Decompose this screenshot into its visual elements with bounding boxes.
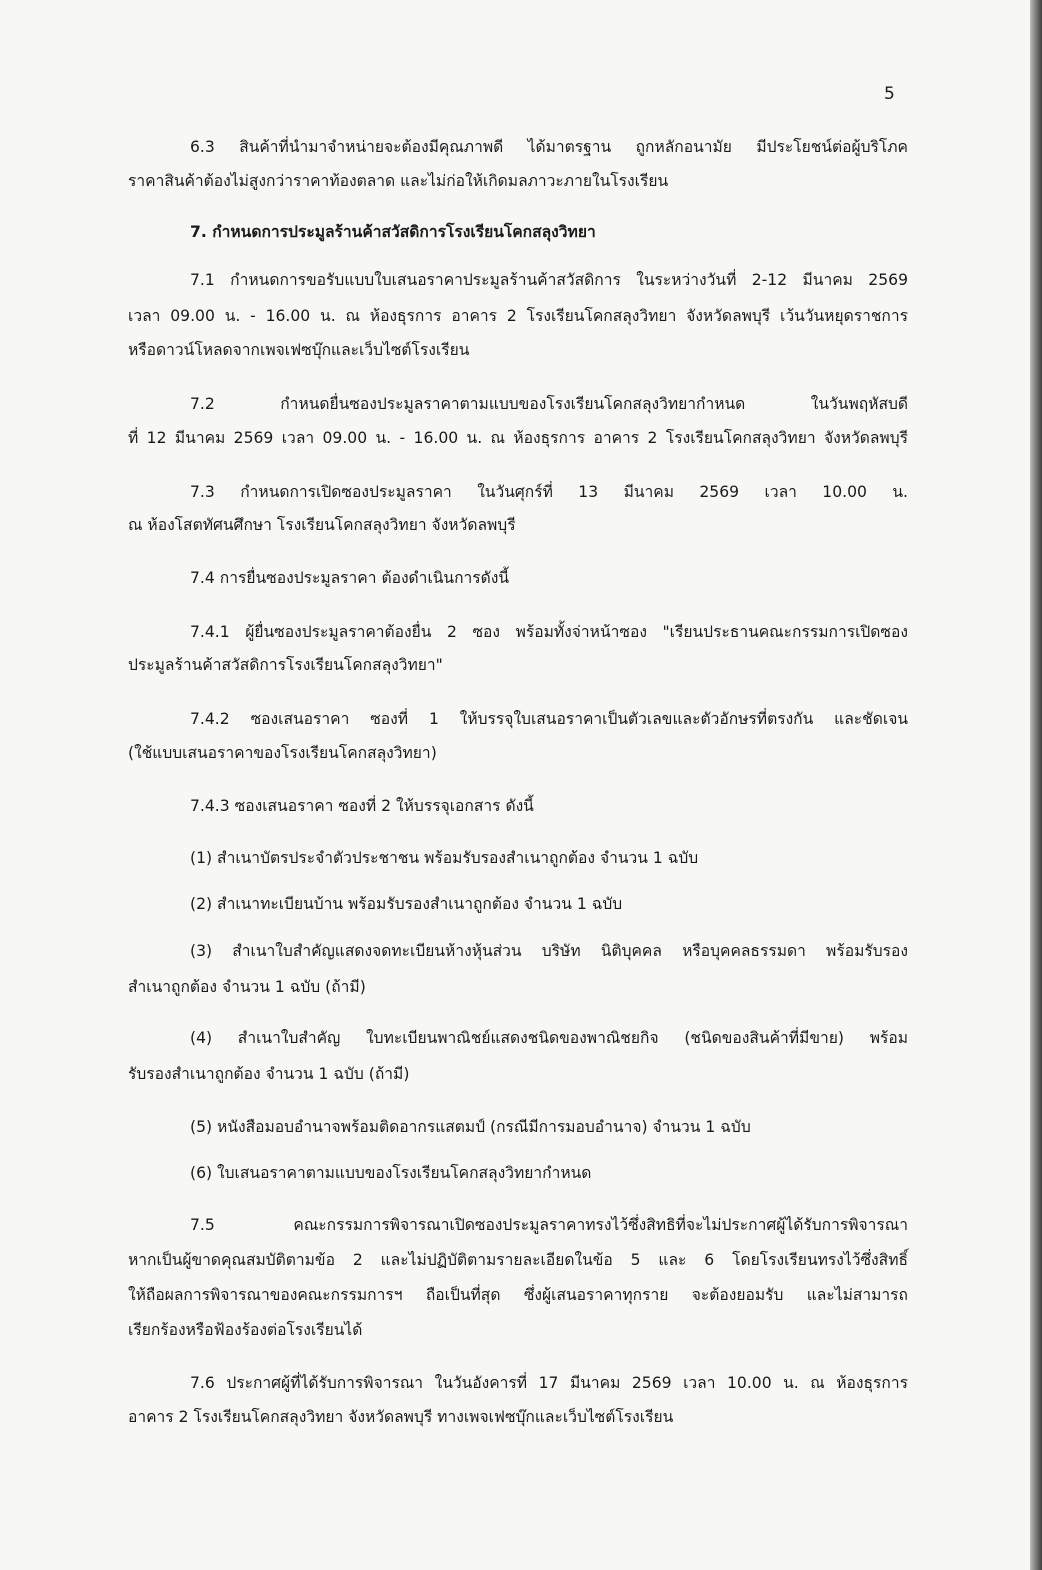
clause-7-6-line-2: อาคาร 2 โรงเรียนโคกสลุงวิทยา จังหวัดลพบุรี ทางเพจเฟซบุ๊กและเว็บไซต์โรงเรียน xyxy=(128,1408,674,1426)
document-item-4-line-1: (4) สำเนาใบสำคัญ ใบทะเบียนพาณิชย์แสดงชนิดของพาณิชยกิจ (ชนิดของสินค้าที่มีขาย) พร้อม xyxy=(190,1029,908,1047)
document-item-5: (5) หนังสือมอบอำนาจพร้อมติดอากรแสตมป์ (กรณีมีการมอบอำนาจ) จำนวน 1 ฉบับ xyxy=(190,1118,751,1136)
clause-7-2-line-1: 7.2 กำหนดยื่นซองประมูลราคาตามแบบของโรงเรียนโคกสลุงวิทยากำหนด ในวันพฤหัสบดี xyxy=(190,395,908,413)
clause-7-5-line-1: 7.5 คณะกรรมการพิจารณาเปิดซองประมูลราคาทรงไว้ซึ่งสิทธิที่จะไม่ประกาศผู้ได้รับการพิจารณา xyxy=(190,1216,908,1234)
clause-7-4-1-line-1: 7.4.1 ผู้ยื่นซองประมูลราคาต้องยื่น 2 ซอง พร้อมทั้งจ่าหน้าซอง "เรียนประธานคณะกรรมการเปิดซอง xyxy=(190,623,908,641)
clause-7-4-2-line-1: 7.4.2 ซองเสนอราคา ซองที่ 1 ให้บรรจุใบเสนอราคาเป็นตัวเลขและตัวอักษรที่ตรงกัน และชัดเจน xyxy=(190,710,908,728)
page-edge-shadow xyxy=(1030,0,1042,1570)
clause-7-6-line-1: 7.6 ประกาศผู้ที่ได้รับการพิจารณา ในวันอังคารที่ 17 มีนาคม 2569 เวลา 10.00 น. ณ ห้องธุรการ xyxy=(190,1374,908,1392)
clause-7-1-line-3: หรือดาวน์โหลดจากเพจเฟซบุ๊กและเว็บไซต์โรงเรียน xyxy=(128,341,470,359)
clause-7-1-line-2: เวลา 09.00 น. - 16.00 น. ณ ห้องธุรการ อาคาร 2 โรงเรียนโคกสลุงวิทยา จังหวัดลพบุรี เว้นวันหยุดราชการ xyxy=(128,307,908,325)
clause-7-4: 7.4 การยื่นซองประมูลราคา ต้องดำเนินการดังนี้ xyxy=(190,569,510,587)
document-item-3-line-2: สำเนาถูกต้อง จำนวน 1 ฉบับ (ถ้ามี) xyxy=(128,978,366,996)
clause-7-1-line-1: 7.1 กำหนดการขอรับแบบใบเสนอราคาประมูลร้านค้าสวัสดิการ ในระหว่างวันที่ 2-12 มีนาคม 2569 xyxy=(190,271,908,289)
clause-7-5-line-2: หากเป็นผู้ขาดคุณสมบัติตามข้อ 2 และไม่ปฏิบัติตามรายละเอียดในข้อ 5 และ 6 โดยโรงเรียนทรงไว้ซึ่งสิทธิ์ xyxy=(128,1251,908,1269)
clause-7-5-line-4: เรียกร้องหรือฟ้องร้องต่อโรงเรียนได้ xyxy=(128,1321,363,1339)
page-number: 5 xyxy=(884,84,895,104)
document-item-1: (1) สำเนาบัตรประจำตัวประชาชน พร้อมรับรองสำเนาถูกต้อง จำนวน 1 ฉบับ xyxy=(190,849,699,867)
clause-7-4-1-line-2: ประมูลร้านค้าสวัสดิการโรงเรียนโคกสลุงวิทยา" xyxy=(128,656,443,674)
clause-7-5-line-3: ให้ถือผลการพิจารณาของคณะกรรมการฯ ถือเป็นที่สุด ซึ่งผู้เสนอราคาทุกราย จะต้องยอมรับ และไม่สามารถ xyxy=(128,1286,908,1304)
clause-6-3-line-1: 6.3 สินค้าที่นำมาจำหน่ายจะต้องมีคุณภาพดี ได้มาตรฐาน ถูกหลักอนามัย มีประโยชน์ต่อผู้บริโภค xyxy=(190,138,908,156)
clause-7-4-3: 7.4.3 ซองเสนอราคา ซองที่ 2 ให้บรรจุเอกสาร ดังนี้ xyxy=(190,797,534,815)
clause-7-3-line-2: ณ ห้องโสตทัศนศึกษา โรงเรียนโคกสลุงวิทยา จังหวัดลพบุรี xyxy=(128,516,516,534)
clause-7-4-2-line-2: (ใช้แบบเสนอราคาของโรงเรียนโคกสลุงวิทยา) xyxy=(128,744,437,762)
clause-7-3-line-1: 7.3 กำหนดการเปิดซองประมูลราคา ในวันศุกร์ที่ 13 มีนาคม 2569 เวลา 10.00 น. xyxy=(190,483,908,501)
section-7-heading: 7. กำหนดการประมูลร้านค้าสวัสดิการโรงเรียนโคกสลุงวิทยา xyxy=(190,223,596,241)
clause-7-2-line-2: ที่ 12 มีนาคม 2569 เวลา 09.00 น. - 16.00 น. ณ ห้องธุรการ อาคาร 2 โรงเรียนโคกสลุงวิทยา จังหวัดลพบุรี xyxy=(128,429,908,447)
document-item-6: (6) ใบเสนอราคาตามแบบของโรงเรียนโคกสลุงวิทยากำหนด xyxy=(190,1164,592,1182)
document-item-4-line-2: รับรองสำเนาถูกต้อง จำนวน 1 ฉบับ (ถ้ามี) xyxy=(128,1065,410,1083)
document-item-2: (2) สำเนาทะเบียนบ้าน พร้อมรับรองสำเนาถูกต้อง จำนวน 1 ฉบับ xyxy=(190,895,623,913)
document-item-3-line-1: (3) สำเนาใบสำคัญแสดงจดทะเบียนห้างหุ้นส่วน บริษัท นิติบุคคล หรือบุคคลธรรมดา พร้อมรับรอง xyxy=(190,942,908,960)
clause-6-3-line-2: ราคาสินค้าต้องไม่สูงกว่าราคาท้องตลาด และไม่ก่อให้เกิดมลภาวะภายในโรงเรียน xyxy=(128,172,669,190)
